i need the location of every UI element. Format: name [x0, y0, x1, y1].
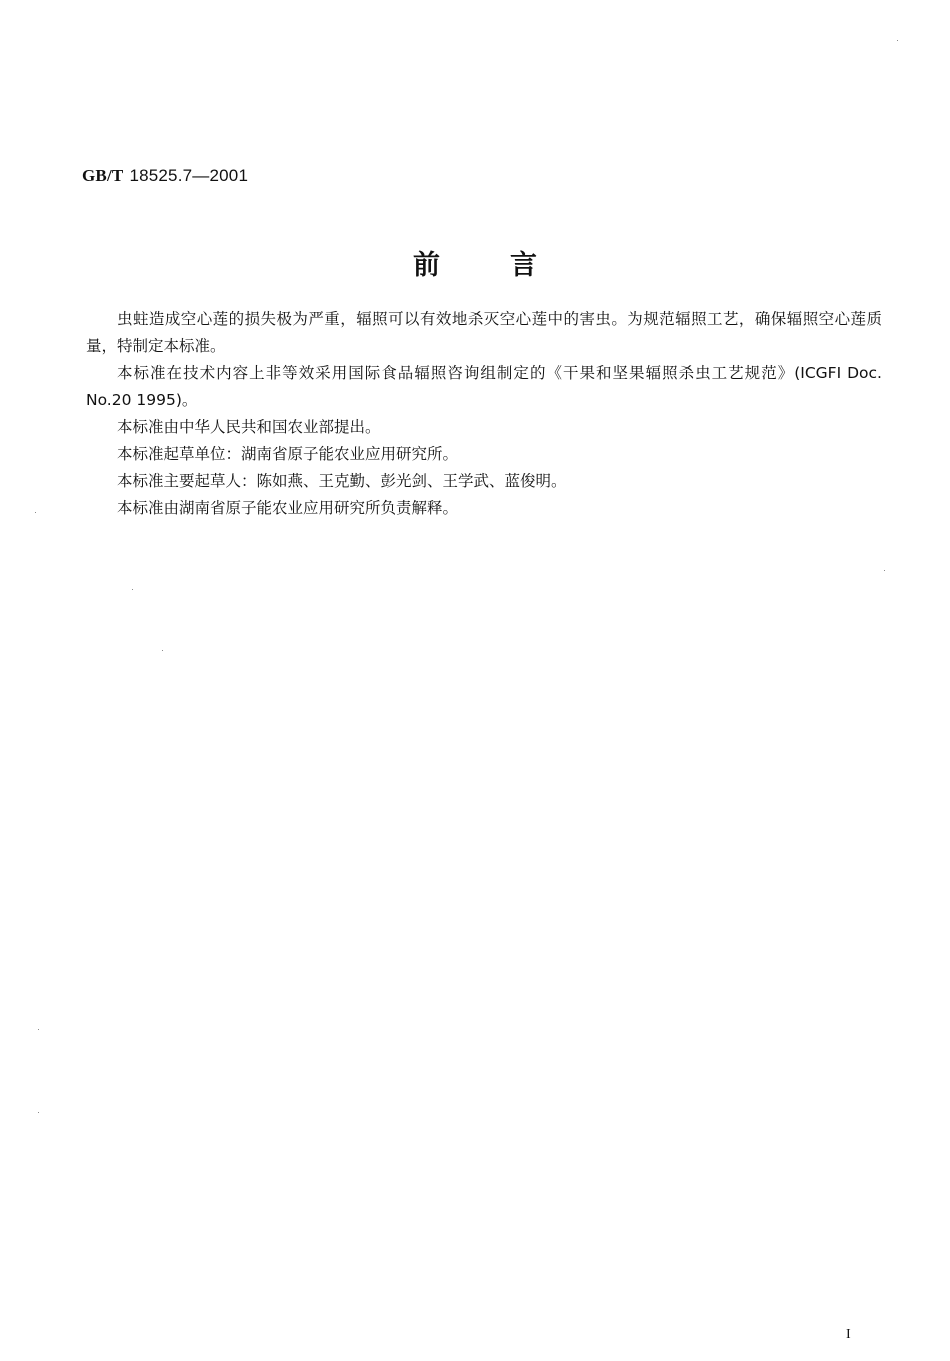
- scan-speck: [162, 650, 163, 651]
- paragraph-purpose: 虫蛀造成空心莲的损失极为严重，辐照可以有效地杀灭空心莲中的害虫。为规范辐照工艺，确保辐照空心莲质量，特制定本标准。: [86, 310, 882, 355]
- paragraph-interpretation: 本标准由湖南省原子能农业应用研究所负责解释。: [117, 499, 459, 517]
- paragraph-proposer: 本标准由中华人民共和国农业部提出。: [117, 418, 381, 436]
- paragraph-drafting-unit: 本标准起草单位：湖南省原子能农业应用研究所。: [117, 445, 459, 463]
- section-title: 前言: [413, 250, 607, 281]
- scan-speck: [884, 570, 885, 571]
- paragraph-reference: 本标准在技术内容上非等效采用国际食品辐照咨询组制定的《干果和坚果辐照杀虫工艺规范》(ICGFI Doc. No.20 1995)。: [86, 364, 882, 409]
- paragraph-drafters: 本标准主要起草人：陈如燕、王克勤、彭光剑、王学武、蓝俊明。: [117, 472, 567, 490]
- standard-prefix: GB/T: [82, 166, 124, 185]
- scan-speck: [132, 589, 133, 590]
- standard-number: 18525.7—2001: [129, 166, 249, 185]
- scan-speck: [38, 1112, 39, 1113]
- page-number: I: [846, 1327, 851, 1342]
- scan-speck: [897, 40, 898, 41]
- scan-speck: [35, 512, 36, 513]
- scan-speck: [38, 1029, 39, 1030]
- standard-code: [82, 166, 248, 186]
- foreword-body: [86, 306, 882, 522]
